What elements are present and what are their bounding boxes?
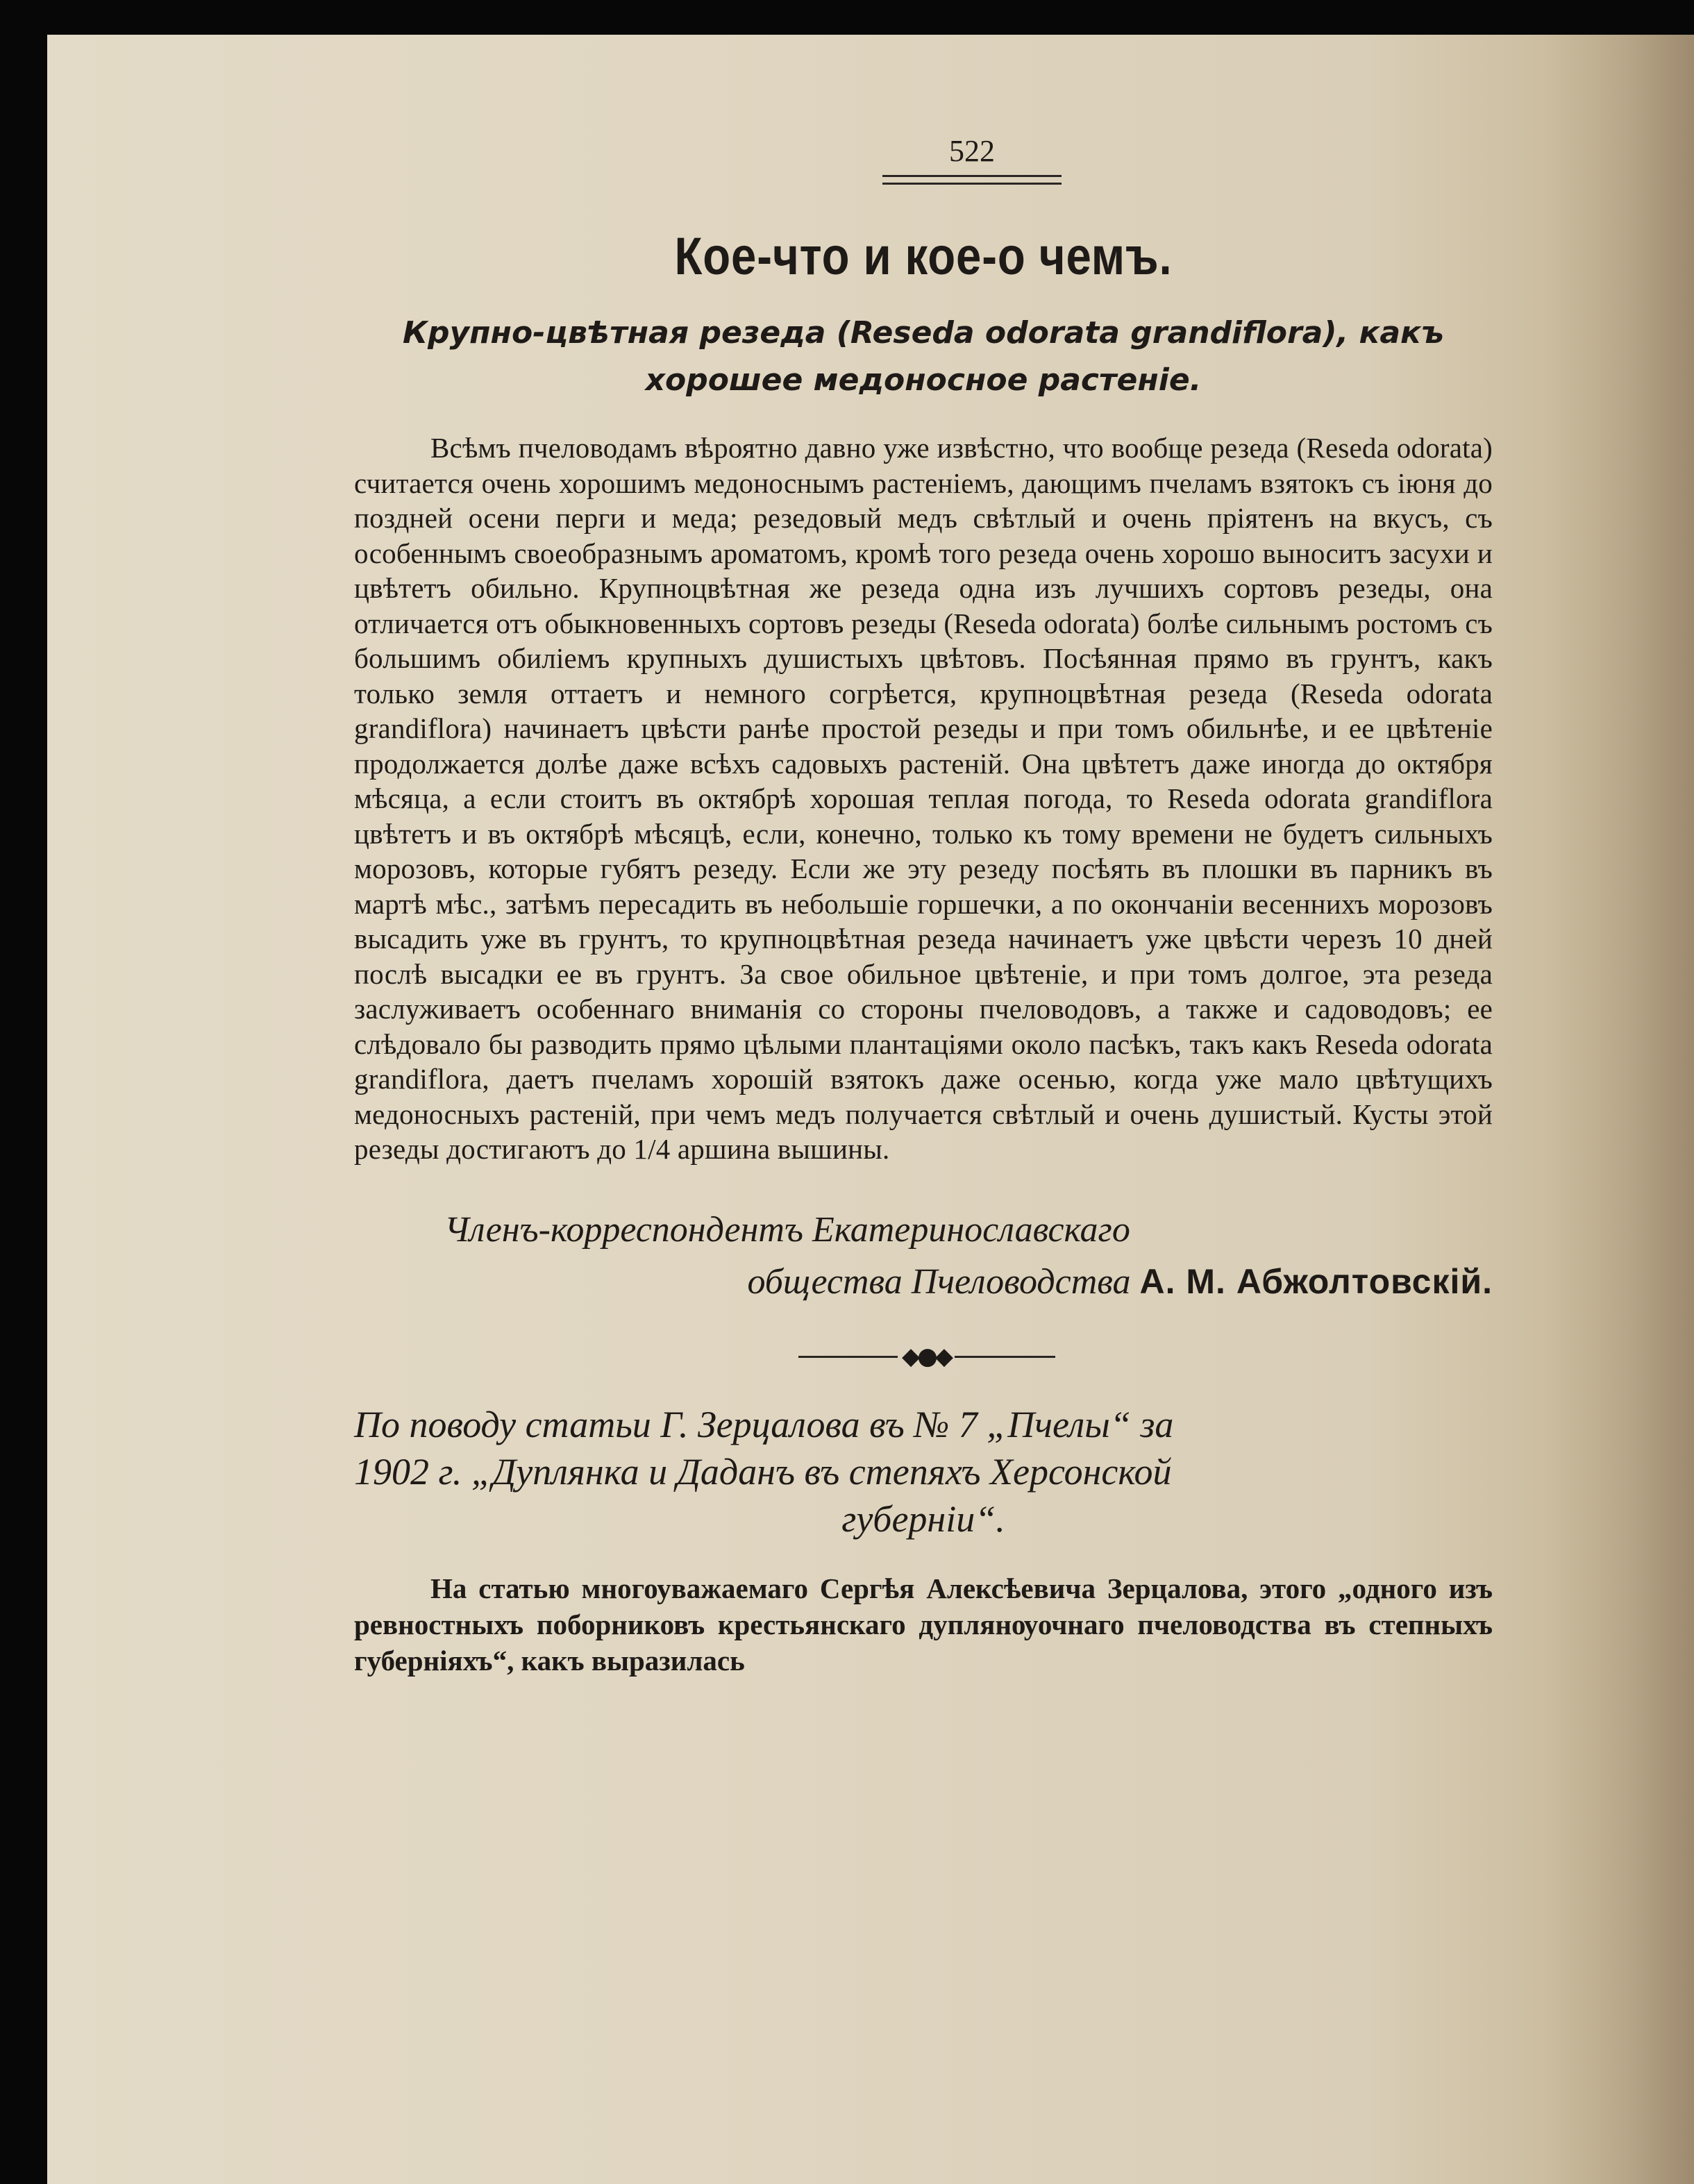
signature-line-2 — [354, 1256, 1493, 1308]
section-divider — [354, 1343, 1493, 1370]
article-subtitle-line-1: Крупно-цвѣтная резеда (Reseda odorata grandiflora), какъ — [403, 315, 1444, 351]
article-subtitle-line-2: хорошее медоносное растеніе. — [645, 362, 1202, 398]
second-article-body — [354, 1570, 1493, 1679]
second-article-title-line-2: 1902 г. „Дуплянка и Даданъ въ степяхъ Херсонской — [354, 1450, 1172, 1493]
divider-ornament-icon: ◆●◆ — [898, 1343, 955, 1370]
signature-author-name: А. М. Абжолтовскій. — [1139, 1261, 1493, 1301]
signature-line-1: Членъ-корреспондентъ Екатеринославскаго — [444, 1209, 1130, 1250]
article-paragraph: Всѣмъ пчеловодамъ вѣроятно давно уже извѣстно, что вообще резеда (Reseda odorata) считается очень хорошимъ медоноснымъ растеніемъ, дающимъ пчеламъ взятокъ съ іюня до поздней осени перги и меда; резедовый медъ свѣтлый и очень пріятенъ на вкусъ, съ особеннымъ своеобразнымъ ароматомъ, кромѣ того резеда очень хорошо выноситъ засухи и цвѣтетъ обильно. Крупноцвѣтная же резеда одна изъ лучшихъ сортовъ резеды, она отличается отъ обыкновенныхъ сортовъ резеды (Reseda odorata) болѣе сильнымъ ростомъ съ большимъ обиліемъ крупныхъ душистыхъ цвѣтовъ. Посѣянная прямо въ грунтъ, какъ только земля оттаетъ и немного согрѣется, крупноцвѣтная резеда (Reseda odorata grandiflora) начинаетъ цвѣсти ранѣе простой резеды и при томъ обильнѣе, и ее цвѣтеніе продолжается долѣе даже всѣхъ садовыхъ растеній. Она цвѣтетъ даже иногда до октября мѣсяца, а если стоитъ въ октябрѣ хорошая теплая погода, то Reseda odorata grandiflora цвѣтетъ и въ октябрѣ мѣсяцѣ, если, конечно, только къ тому времени не будетъ сильныхъ морозовъ, которые губятъ резеду. Если же эту резеду посѣять въ плошки въ парникъ въ мартѣ мѣс., затѣмъ пересадить въ небольшіе горшечки, а по окончаніи весеннихъ морозовъ высадить уже въ грунтъ, то крупноцвѣтная резеда начинаетъ уже цвѣсти черезъ 10 дней послѣ высадки ее въ грунтъ. За свое обильное цвѣтеніе, и при томъ долгое, эта резеда заслуживаетъ особеннаго вниманія со стороны пчеловодовъ, а также и садоводовъ; ее слѣдовало бы разводить прямо цѣлыми плантаціями около пасѣкъ, такъ какъ Reseda odorata grandiflora, даетъ пчеламъ хорошій взятокъ даже осенью, когда уже мало цвѣтущихъ медоносныхъ растеній, при чемъ медъ получается свѣтлый и очень душистый. Кусты этой резеды достигаютъ до 1/4 аршина вышины. — [354, 432, 1493, 1165]
article-body — [354, 430, 1493, 1167]
page-number: 522 — [949, 134, 995, 168]
signature-block — [354, 1204, 1493, 1308]
header-rule-top — [882, 175, 1062, 177]
second-article-title — [354, 1401, 1493, 1543]
book-page — [47, 35, 1694, 2184]
second-article-title-line-1: По поводу статьи Г. Зерцалова въ № 7 „Пчелы“ за — [354, 1403, 1174, 1445]
header-rule-bottom — [882, 183, 1062, 185]
article-subtitle — [354, 310, 1493, 404]
page-content — [354, 132, 1493, 1679]
second-article-paragraph: На статью многоуважаемаго Сергѣя Алексѣевича Зерцалова, этого „одного изъ ревностныхъ поборниковъ крестьянскаго дуплянѹочнаго пчеловодства въ степныхъ губерніяхъ“, какъ выразилась — [354, 1572, 1493, 1677]
section-title: Кое-что и кое-о чемъ. — [674, 227, 1173, 286]
page-fold-shadow — [1541, 35, 1694, 2184]
signature-society: общества Пчеловодства — [747, 1261, 1131, 1302]
second-article-title-line-3: губерніи“. — [841, 1497, 1005, 1540]
